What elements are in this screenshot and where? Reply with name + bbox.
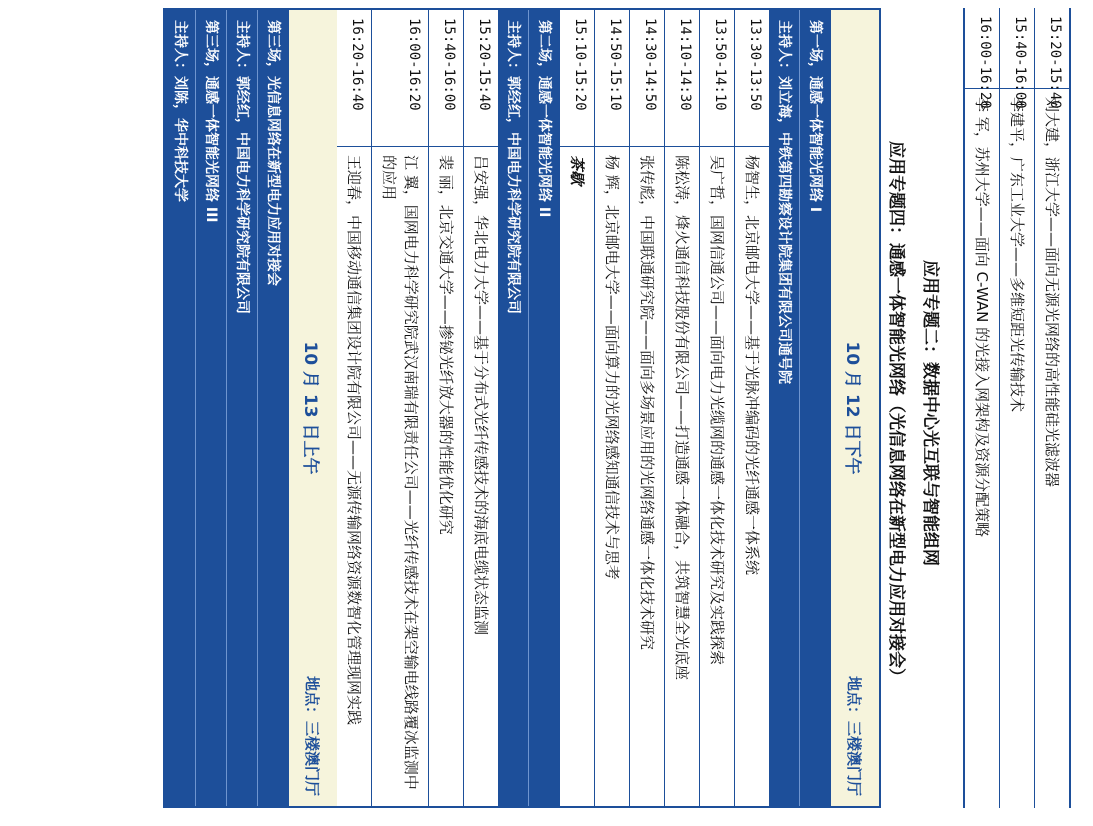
session-title: 第三场，通感一体智能光网络 III (196, 10, 227, 806)
table-row (429, 10, 464, 806)
date-label: 10 月 13 日上午 (300, 341, 321, 475)
table-row (337, 10, 372, 806)
talk-cell: 吴广哲，国网信通公司——面向电力光缆网的通感一体化技术研究及实践探索 (708, 155, 726, 666)
time-cell: 15:20-15:40 (1035, 8, 1069, 89)
table-row (464, 10, 498, 806)
talk-cell: 江 翼，国网电力科学研究院武汉南瑞有限责任公司——光纤传感技术在架空输电线路覆冰监测中的应用 (380, 155, 420, 790)
session-title: 第二场，通感一体智能光网络 II (529, 10, 560, 806)
date-bar (288, 10, 337, 806)
talk-cell: 杨智生，北京邮电大学——基于光脉冲编码的光纤通感一体系统 (743, 155, 761, 576)
time-cell: 14:50-15:10 (595, 10, 629, 147)
table-row (700, 10, 735, 806)
talk-cell: 杨 辉，北京邮电大学——面向算力的光网络感知通信技术与思考 (603, 155, 621, 580)
date-label: 10 月 12 日下午 (842, 341, 863, 475)
location-label: 地点：三楼澳门厅 (845, 675, 864, 796)
session-host: 主持人：郭经红，中国电力科学研究院有限公司 (227, 10, 258, 806)
talk-cell: 吕安强，华北电力大学——基于分布式光纤传感技术的海底电缆状态监测 (472, 155, 490, 636)
time-cell: 13:30-13:50 (735, 10, 769, 147)
time-cell: 15:20-15:40 (464, 10, 498, 147)
time-cell: 13:50-14:10 (700, 10, 734, 147)
table-row (665, 10, 700, 806)
talk-cell: 刘大建，浙江大学——面向无源光网络的高性能硅光滤波器 (1043, 97, 1061, 488)
break-cell: 茶歇 (568, 155, 586, 186)
time-cell: 14:10-14:30 (665, 10, 699, 147)
session-host: 主持人：刘陈，华中科技大学 (165, 10, 196, 806)
table-row (630, 10, 665, 806)
time-cell: 15:10-15:20 (560, 10, 594, 147)
time-cell: 15:40-16:00 (1000, 8, 1034, 89)
table-row (372, 10, 429, 806)
time-cell: 16:00-16:20 (372, 10, 428, 147)
continuation-table (963, 8, 1071, 808)
table-row-break (560, 10, 595, 806)
session-title: 第一场，通感一体智能光网络 I (800, 10, 830, 806)
topic-title: 应用专题二：数据中心光互联与智能组网 (920, 260, 940, 566)
session-title: 第三场，光信息网络在新型电力应用对接会 (258, 10, 288, 806)
table-row (1035, 8, 1069, 808)
table-row (965, 8, 1000, 808)
time-cell: 16:20-16:40 (337, 10, 371, 147)
time-cell: 15:40-16:00 (429, 10, 463, 147)
session-host: 主持人：郭经红，中国电力科学研究院有限公司 (498, 10, 529, 806)
location-label: 地点：三楼澳门厅 (303, 675, 322, 796)
talk-cell: 陈松涛，烽火通信科技股份有限公司——打造通感一体融合，共筑智慧全光底座 (673, 155, 691, 681)
table-row (1000, 8, 1035, 808)
time-cell: 14:30-14:50 (630, 10, 664, 147)
table-row (735, 10, 769, 806)
talk-cell: 裴 丽，北京交通大学——掺铋光纤放大器的性能优化研究 (437, 155, 455, 535)
topic-title: 应用专题四：通感一体智能光网络（光信息网络在新型电力应用对接会） (886, 141, 906, 685)
talk-cell: 李 军，苏州大学——面向 C-WAN 的光接入网架构及资源分配策略 (973, 97, 991, 538)
time-cell: 16:00-16:20 (965, 8, 999, 89)
talk-cell: 张传彪，中国联通研究院——面向多场景应用的光网络通感一体化技术研究 (638, 155, 656, 651)
schedule-table (163, 8, 881, 808)
date-bar (830, 10, 879, 806)
talk-cell: 王迎春，中国移动通信集团设计院有限公司——无源传输网络资源数智化管理现网实践 (345, 155, 363, 726)
session-host: 主持人：刘立海，中铁第四勘察设计院集团有限公司通号院 (769, 10, 800, 806)
table-row (595, 10, 630, 806)
talk-cell: 李建平，广东工业大学——多维短距光传输技术 (1008, 97, 1026, 413)
